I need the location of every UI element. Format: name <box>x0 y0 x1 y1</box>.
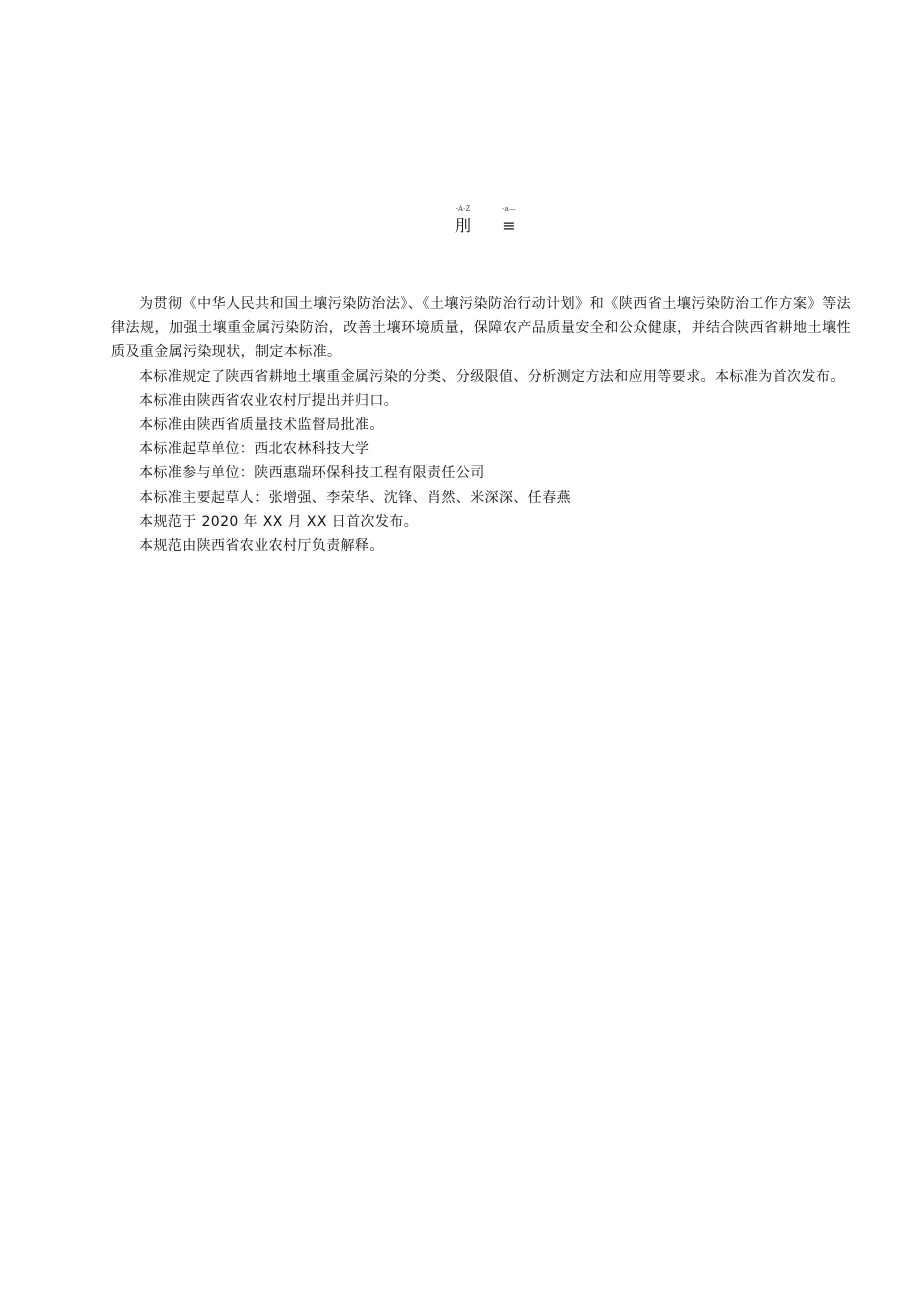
paragraph-drafting-unit: 本标准起草单位：西北农林科技大学 <box>139 441 370 458</box>
paragraph-proposer: 本标准由陕西省农业农村厅提出并归口。 <box>139 392 399 409</box>
paragraph-release: 本规范于 2020 年 XX 月 XX 日首次发布。 <box>139 513 419 530</box>
foreword-body <box>111 292 851 558</box>
paragraph-drafters: 本标准主要起草人：张增强、李荣华、沈锋、肖然、米深深、任春燕 <box>139 489 571 506</box>
paragraph-scope: 本标准规定了陕西省耕地土壤重金属污染的分类、分级限值、分析测定方法和应用等要求。本标准为首次发布。 <box>139 368 845 385</box>
paragraph-purpose: 为贯彻《中华人民共和国土壤污染防治法》、《土壤污染防治行动计划》和《陕西省土壤污染防治工作方案》等法律法规，加强土壤重金属污染防治，改善土壤环境质量，保障农产品质量安全和公众健康，并结合陕西省耕地土壤性质及重金属污染现状，制定本标准。 <box>111 296 851 361</box>
heading-left-char: 刖 <box>454 216 471 235</box>
heading-right-small: -a— <box>502 205 516 213</box>
heading-right <box>494 205 524 236</box>
heading-right-char: ≡ <box>502 216 516 235</box>
paragraph-approver: 本标准由陕西省质量技术监督局批准。 <box>139 417 384 434</box>
heading-left <box>446 205 480 236</box>
paragraph-interpretation: 本规范由陕西省农业农村厅负责解释。 <box>139 538 384 555</box>
paragraph-participating-unit: 本标准参与单位：陕西惠瑞环保科技工程有限责任公司 <box>139 465 485 482</box>
foreword-heading <box>0 205 920 245</box>
heading-left-small: -A-Z <box>455 205 471 213</box>
